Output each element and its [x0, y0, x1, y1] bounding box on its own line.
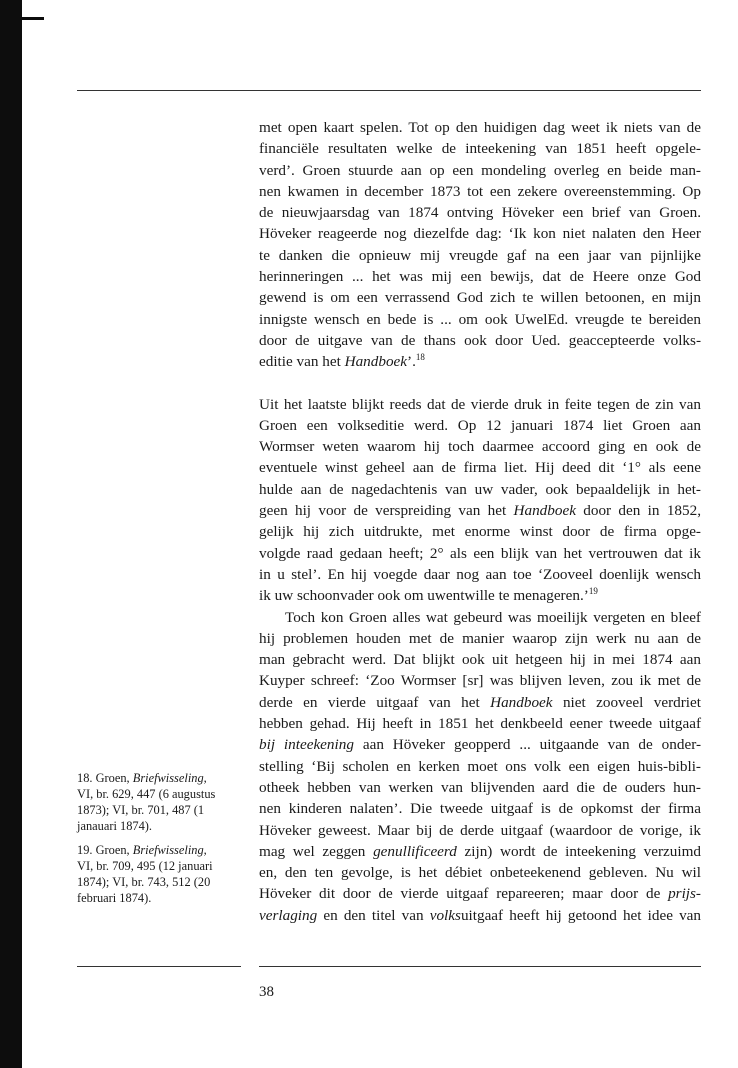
text-line: derde en vierde uitgaaf van het Handboek niet zooveel verdriet	[259, 693, 701, 711]
text-line: Uit het laatste blijkt reeds dat de vierde druk in feite tegen de zin van	[259, 395, 701, 413]
text-line: ik uw schoonvader ook om uwentwille te menageren.’$^{19}$	[259, 586, 598, 605]
footnote-ref-18[interactable]: 18	[415, 352, 425, 363]
text-line: nen kwamen in december 1873 tot een zekere overeenstemming. Op	[259, 182, 701, 200]
footnote-rule	[77, 966, 241, 967]
text-line: man gebracht werd. Dat blijkt ook uit hetgeen hij in mei 1874 aan	[259, 651, 701, 669]
text-line: Toch kon Groen alles wat gebeurd was moeilijk vergeten en bleef	[285, 608, 701, 626]
text-line: de nieuwjaarsdag van 1874 ontving Höveker een brief van Groen.	[259, 204, 701, 222]
footnote-line: janauari 1874).	[77, 819, 153, 833]
footnote-ref-19[interactable]: 19	[588, 586, 598, 597]
text-line: geen hij voor de verspreiding van het Handboek door den in 1852,	[259, 502, 701, 520]
footnote-line: 18. Groen, Briefwisseling,	[77, 771, 207, 785]
paragraph-2	[259, 394, 701, 607]
text-line: stelling ‘Bij scholen en kerken moet ons volk een eigen huis-bibli-	[259, 757, 701, 775]
paragraph-1	[259, 117, 701, 373]
text-line: innigste wensch en bede is ... om ook UwelEd. vreugde te bereiden	[259, 310, 701, 328]
text-line: Wormser weten waarom hij toch daarmee accoord ging en ook de	[259, 438, 701, 456]
text-line: verd’. Groen stuurde aan op een mondeling overleg en beide man-	[259, 161, 701, 179]
footnote-line: VI, br. 629, 447 (6 augustus	[77, 787, 216, 801]
page-number: 38	[259, 984, 274, 1000]
main-text-column	[259, 117, 701, 926]
footnote-19	[77, 842, 247, 906]
text-line: volgde raad gedaan heeft; 2° als een blijk van het vertrouwen dat ik	[259, 544, 701, 562]
text-line: eventuele winst geheel aan de firma liet. Hij deed dit ‘1° als eene	[259, 459, 701, 477]
paragraph-3	[259, 607, 701, 926]
text-line: bij inteekening aan Höveker geopperd ... uitgaande van de onder-	[259, 736, 702, 754]
text-line: mag wel zeggen genullificeerd zijn) wordt de inteekening verzuimd	[259, 842, 701, 860]
text-line: hulde aan de nagedachtenis van uw vader, ook bepaaldelijk in het-	[259, 480, 701, 498]
text-line: gewend is om een verrassend God zich te willen betoonen, en mijn	[259, 289, 701, 307]
text-line: otheek hebben van werken van blijvenden aard die de ouders hun-	[259, 778, 701, 796]
text-line: in u stel’. En hij voegde daar nog aan toe ‘Zooveel doenlijk wensch	[259, 565, 701, 583]
text-line: en, den ten gevolge, is het débiet onbeteekenend gebleven. Nu wil	[259, 864, 701, 882]
header-rule	[77, 90, 701, 91]
text-line: verlaging en den titel van volksuitgaaf heeft hij getoond het idee van	[259, 906, 702, 924]
text-line: Kuyper schreef: ‘Zoo Wormser [sr] was blijven leven, zou ik met de	[259, 672, 701, 690]
text-line: Höveker dit door de vierde uitgaaf repareeren; maar door de prijs-	[259, 885, 701, 903]
text-line: met open kaart spelen. Tot op den huidigen dag weet ik niets van de	[259, 119, 701, 136]
text-line: hebben gehad. Hij heeft in 1851 het denkbeeld eener tweede uitgaaf	[259, 715, 701, 733]
footnote-line: 1873); VI, br. 701, 487 (1	[77, 803, 205, 817]
footnote-line: 1874); VI, br. 743, 512 (20	[77, 875, 211, 889]
text-line: te danken die opnieuw mij vreugde gaf na een jaar van pijnlijke	[259, 246, 701, 264]
text-line: herinneringen ... het was mij een bewijs, dat de Heere onze God	[259, 268, 701, 286]
text-line: door de uitgave van de thans ook door Ued. geaccepteerde volks-	[259, 331, 701, 349]
footnote-line: februari 1874).	[77, 891, 152, 905]
text-line: editie van het Handboek’.$^{18}$	[259, 352, 425, 371]
footnote-line: 19. Groen, Briefwisseling,	[77, 843, 207, 857]
footnote-18	[77, 770, 247, 834]
footnotes	[77, 770, 247, 914]
text-line: gelijk hij zich uitdrukte, met enorme winst door de firma opge-	[259, 523, 701, 541]
footnote-line: VI, br. 709, 495 (12 januari	[77, 859, 213, 873]
text-line: Höveker reageerde nog diezelfde dag: ‘Ik kon niet nalaten den Heer	[259, 225, 701, 243]
text-line: hij problemen houden met de manier waarop zijn werk nu aan de	[259, 629, 701, 647]
binding-edge-tick	[22, 17, 44, 20]
footer-rule	[259, 966, 701, 967]
text-line: nen kinderen nalaten’. Die tweede uitgaaf is de opkomst der firma	[259, 800, 701, 818]
text-line: Höveker geweest. Maar bij de derde uitgaaf (waardoor de vorige, ik	[259, 821, 701, 839]
binding-edge	[0, 0, 22, 1068]
text-line: financiële resultaten welke de inteekening van 1851 heeft opgele-	[259, 140, 701, 158]
text-line: Groen een volkseditie werd. Op 12 januari 1874 liet Groen aan	[259, 416, 701, 434]
